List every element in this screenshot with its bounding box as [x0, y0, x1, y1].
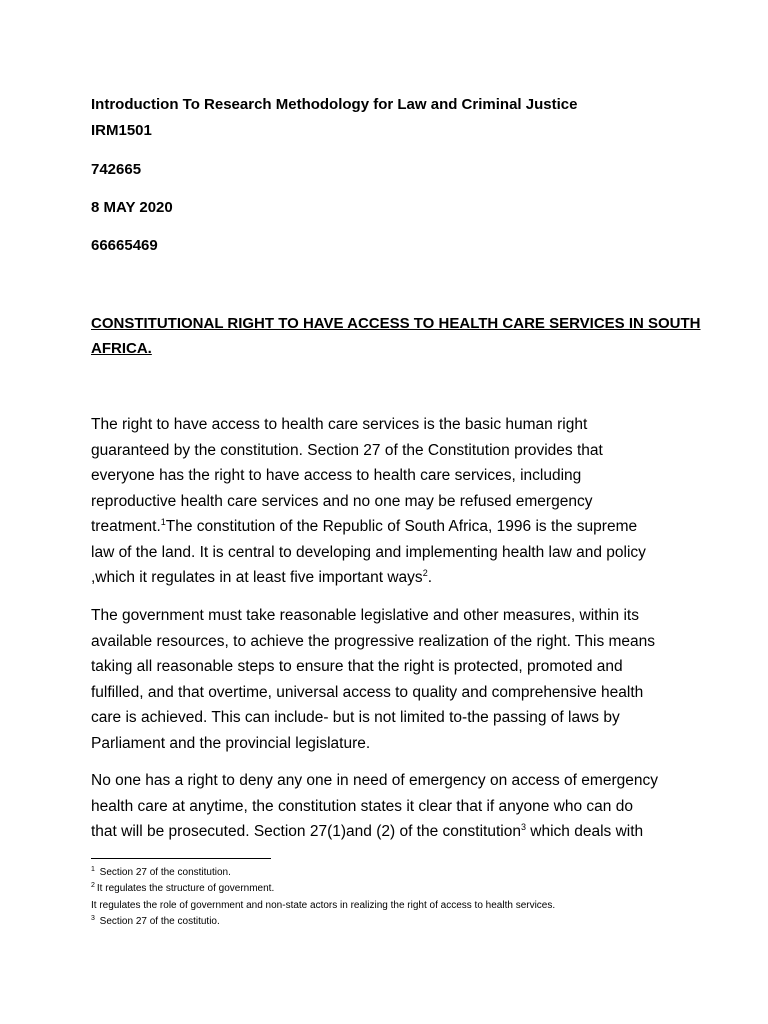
paragraph-line: fulfilled, and that overtime, universal access to quality and comprehensive health [91, 683, 644, 701]
text-run: which deals with [525, 823, 644, 840]
paragraph-line: taking all reasonable steps to ensure that the right is protected, promoted and [91, 658, 623, 675]
footnote-reference: 3 [520, 821, 526, 832]
footnote-separator [91, 858, 271, 859]
paragraph-2 [91, 603, 687, 756]
paragraph-3 [91, 768, 687, 845]
paragraph-line: The right to have access to health care services is the basic human right [91, 416, 588, 433]
paragraph-line: everyone has the right to have access to health care services, including [91, 467, 582, 484]
footnote-text: It regulates the structure of government. [96, 883, 275, 894]
unique-number: 742665 [91, 161, 142, 178]
paragraph-line [91, 514, 687, 540]
paragraph-line: No one has a right to deny any one in need of emergency on access of emergency [91, 772, 658, 789]
footnote-reference: 1 [160, 516, 166, 527]
essay-title-line: CONSTITUTIONAL RIGHT TO HAVE ACCESS TO HEALTH CARE SERVICES IN SOUTH [91, 315, 701, 332]
footnote-reference: 2 [422, 567, 428, 578]
footnote-1 [91, 866, 231, 880]
footnote-2-continued [91, 899, 555, 913]
essay-title [91, 311, 701, 361]
paragraph-line [91, 819, 687, 845]
footnote-number: 2 [91, 881, 95, 889]
footnote-text: Section 27 of the constitution. [96, 867, 231, 878]
text-run: treatment. [91, 518, 161, 535]
paragraph-line: Parliament and the provincial legislature. [91, 734, 371, 752]
paragraph-line: guaranteed by the constitution. Section 27 of the Constitution provides that [91, 441, 603, 459]
footnote-text: Section 27 of the costitutio. [96, 916, 220, 927]
paragraph-line: reproductive health care services and no one may be refused emergency [91, 492, 593, 510]
paragraph-line: The government must take reasonable legislative and other measures, within its [91, 607, 639, 624]
footnote-number: 3 [91, 914, 95, 922]
paragraph-1 [91, 412, 687, 591]
text-run: The constitution of the Republic of South Africa, 1996 is the supreme [165, 518, 638, 535]
text-run: ,which it regulates in at least five important ways [91, 569, 423, 586]
submission-date: 8 MAY 2020 [91, 199, 173, 216]
footnote-number: 1 [91, 865, 95, 873]
student-number: 66665469 [91, 237, 158, 254]
paragraph-line: health care at anytime, the constitution states it clear that if anyone who can do [91, 797, 633, 815]
footnote-3 [91, 915, 220, 929]
footnote-2 [91, 882, 274, 896]
paragraph-line: available resources, to achieve the progressive realization of the right. This means [91, 632, 656, 650]
essay-title-line: AFRICA. [91, 340, 152, 357]
paragraph-line [91, 565, 687, 591]
footnote-text: It regulates the role of government and non-state actors in realizing the right of access to health services. [91, 900, 556, 911]
text-run: . [427, 569, 433, 586]
course-title: Introduction To Research Methodology for Law and Criminal Justice [91, 96, 578, 113]
paragraph-line: law of the land. It is central to developing and implementing health law and policy [91, 543, 646, 561]
course-code: IRM1501 [91, 122, 152, 139]
paragraph-line: care is achieved. This can include- but is not limited to-the passing of laws by [91, 709, 620, 726]
text-run: that will be prosecuted. Section 27(1)and (2) of the constitution [91, 823, 521, 840]
